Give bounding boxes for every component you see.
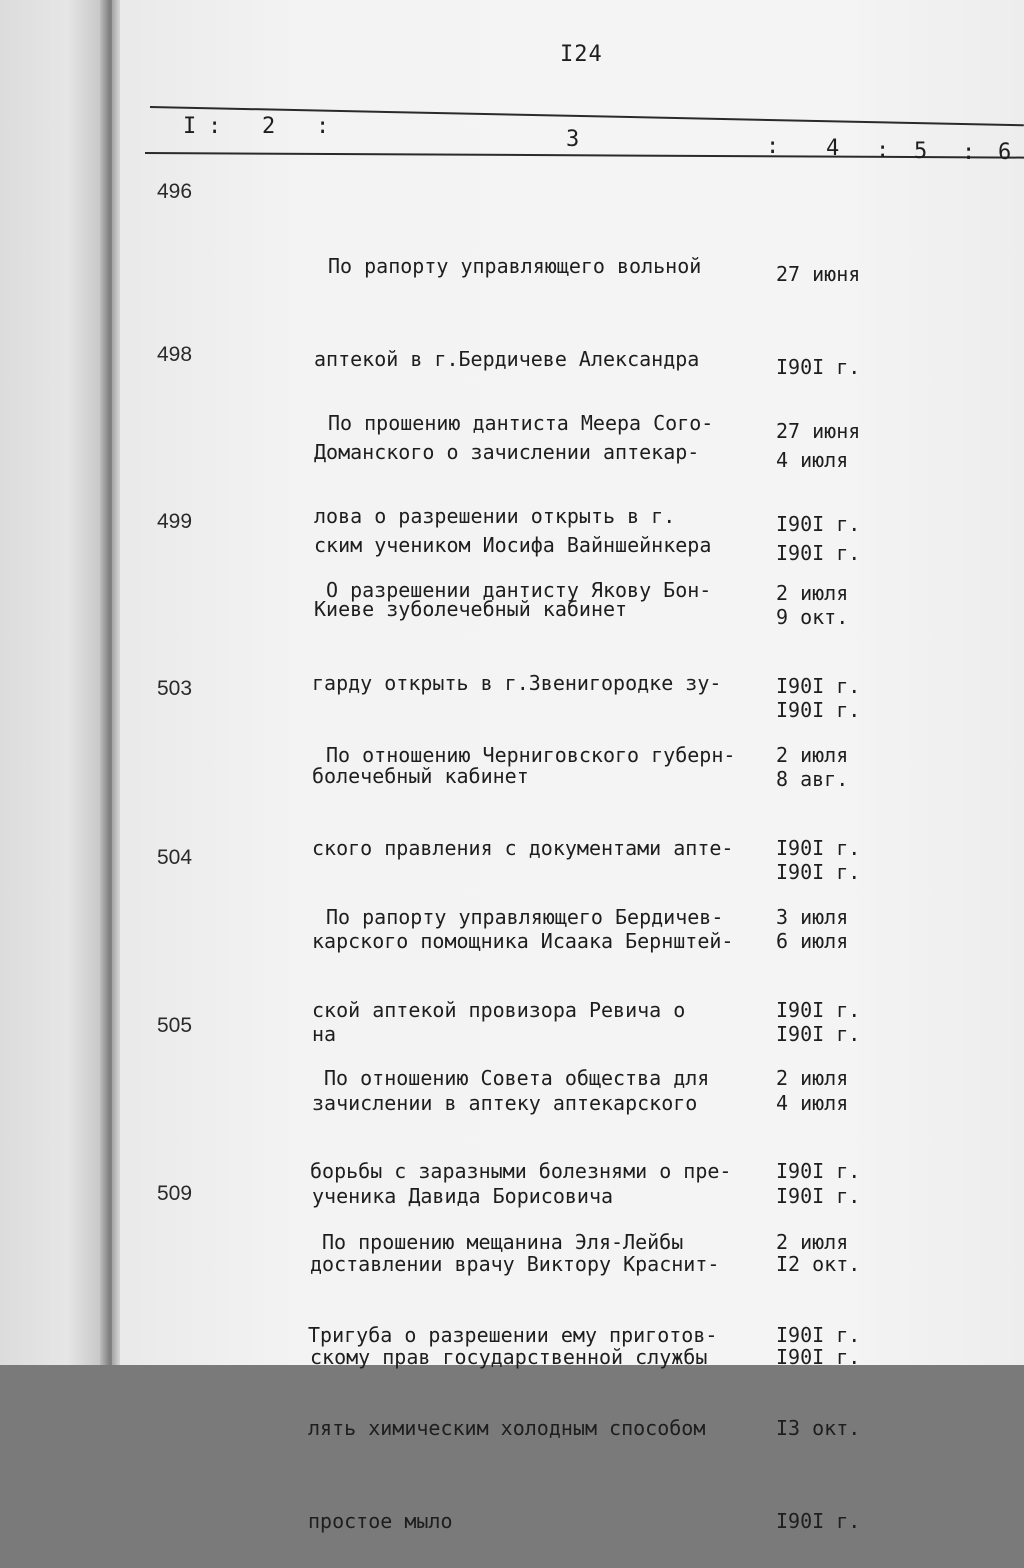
entry-description — [308, 1165, 792, 1568]
entry-text-line: зачислении в аптеку аптекарского — [312, 1091, 698, 1115]
entry-date-line: 2 июля — [776, 581, 849, 605]
column-separator: : — [316, 114, 330, 139]
entry-text-line: борьбы с заразными болезнями о пре- — [310, 1159, 732, 1183]
entry-text-line: лова о разрешении открыть в г. — [314, 504, 676, 528]
entry-text-line: ским учеником Иосифа Вайншейнкера — [314, 533, 712, 557]
entry-date-line: I90I г. — [776, 1345, 861, 1369]
entry-number: 509 — [157, 1182, 193, 1205]
entry-text-line: ского правления с документами апте- — [312, 836, 734, 860]
entry-date-line: 9 окт. — [776, 605, 849, 629]
entry-text-line: По отношению Черниговского губерн- — [326, 743, 736, 767]
column-header-5: 5 — [914, 139, 928, 164]
entry-text-line: По прошению мещанина Эля-Лейбы — [322, 1230, 684, 1254]
entry-date-line: I90I г. — [776, 698, 861, 722]
entry-text-line: Тригуба о разрешении ему приготов- — [308, 1323, 718, 1347]
entry-number: 499 — [157, 510, 193, 533]
entry-date-line: I90I г. — [776, 1323, 861, 1347]
entry-date-line: I90I г. — [776, 1184, 861, 1208]
entry-text-line: О разрешении дантисту Якову Бон- — [326, 578, 712, 602]
entry-text-line: лять химическим холодным способом — [308, 1416, 706, 1440]
entry-date-line: I90I г. — [776, 860, 861, 884]
entry-text-line: простое мыло — [308, 1509, 453, 1533]
entry-text-line: на — [312, 1022, 337, 1046]
entry-date-line: I90I г. — [776, 355, 861, 379]
column-header-1: I — [183, 114, 197, 139]
entry-date-line: 2 июля — [776, 1230, 849, 1254]
column-separator: : — [876, 138, 890, 163]
entry-date-line: I90I г. — [776, 998, 861, 1022]
column-header-6: 6 — [998, 140, 1012, 165]
entry-date-line: 3 июля — [776, 905, 849, 929]
entry-text-line: По рапорту управляющего Бердичев- — [326, 905, 724, 929]
column-header-3: 3 — [566, 127, 580, 152]
entry-text-line: болечебный кабинет — [312, 764, 529, 788]
entry-number: 503 — [157, 677, 193, 700]
entry-text-line: ской аптекой провизора Ревича о — [312, 998, 686, 1022]
entry-date-line: I90I г. — [776, 1159, 861, 1183]
entry-number: 505 — [157, 1014, 193, 1037]
entry-text-line: Киеве зуболечебный кабинет — [314, 597, 628, 621]
entry-dates — [776, 1165, 886, 1568]
entry-date-line: 8 авг. — [776, 767, 849, 791]
entry-date-line: 2 июля — [776, 743, 849, 767]
page-number: I24 — [560, 42, 603, 67]
entry-date-line: I3 окт. — [776, 1416, 861, 1440]
entry-date-line: I90I г. — [776, 1509, 861, 1533]
entry-date-line: 4 июля — [776, 1091, 849, 1115]
column-separator: : — [962, 140, 976, 165]
entry-date-line: 27 июня — [776, 419, 861, 443]
book-gutter — [100, 0, 120, 1365]
entry-date-line: I90I г. — [776, 674, 861, 698]
entry-text-line: ученика Давида Борисовича — [312, 1184, 614, 1208]
entry-text-line: гарду открыть в г.Звенигородке зу- — [312, 671, 722, 695]
entry-text-line: доставлении врачу Виктору Краснит- — [310, 1252, 720, 1276]
entry-date-line: 4 июля — [776, 448, 849, 472]
entry-date-line: 2 июля — [776, 1066, 849, 1090]
entry-date-line: I90I г. — [776, 541, 861, 565]
column-header-4: 4 — [826, 136, 840, 161]
entry-date-line: I90I г. — [776, 1022, 861, 1046]
entry-date-line: I90I г. — [776, 512, 861, 536]
entry-number: 504 — [157, 846, 193, 869]
entry-text-line: карского помощника Исаака Бернштей- — [312, 929, 734, 953]
column-separator: : — [208, 114, 222, 139]
left-page-edge — [0, 0, 112, 1365]
entry-date-line: 27 июня — [776, 262, 861, 286]
entry-text-line: аптекой в г.Бердичеве Александра — [314, 347, 700, 371]
column-header-2: 2 — [262, 114, 276, 139]
entry-text-line: По отношению Совета общества для — [324, 1066, 710, 1090]
entry-text-line: скому прав государственной службы — [310, 1345, 708, 1369]
entry-text-line: По прошению дантиста Меера Сого- — [328, 411, 714, 435]
entry-number: 498 — [157, 343, 193, 366]
column-separator: : — [766, 134, 780, 159]
entry-text-line: По рапорту управляющего вольной — [328, 254, 702, 278]
entry-date-line: I90I г. — [776, 836, 861, 860]
entry-date-line: 6 июля — [776, 929, 849, 953]
entry-number: 496 — [157, 180, 193, 203]
entry-text-line: Доманского о зачислении аптекар- — [314, 440, 700, 464]
entry-date-line: I2 окт. — [776, 1252, 861, 1276]
